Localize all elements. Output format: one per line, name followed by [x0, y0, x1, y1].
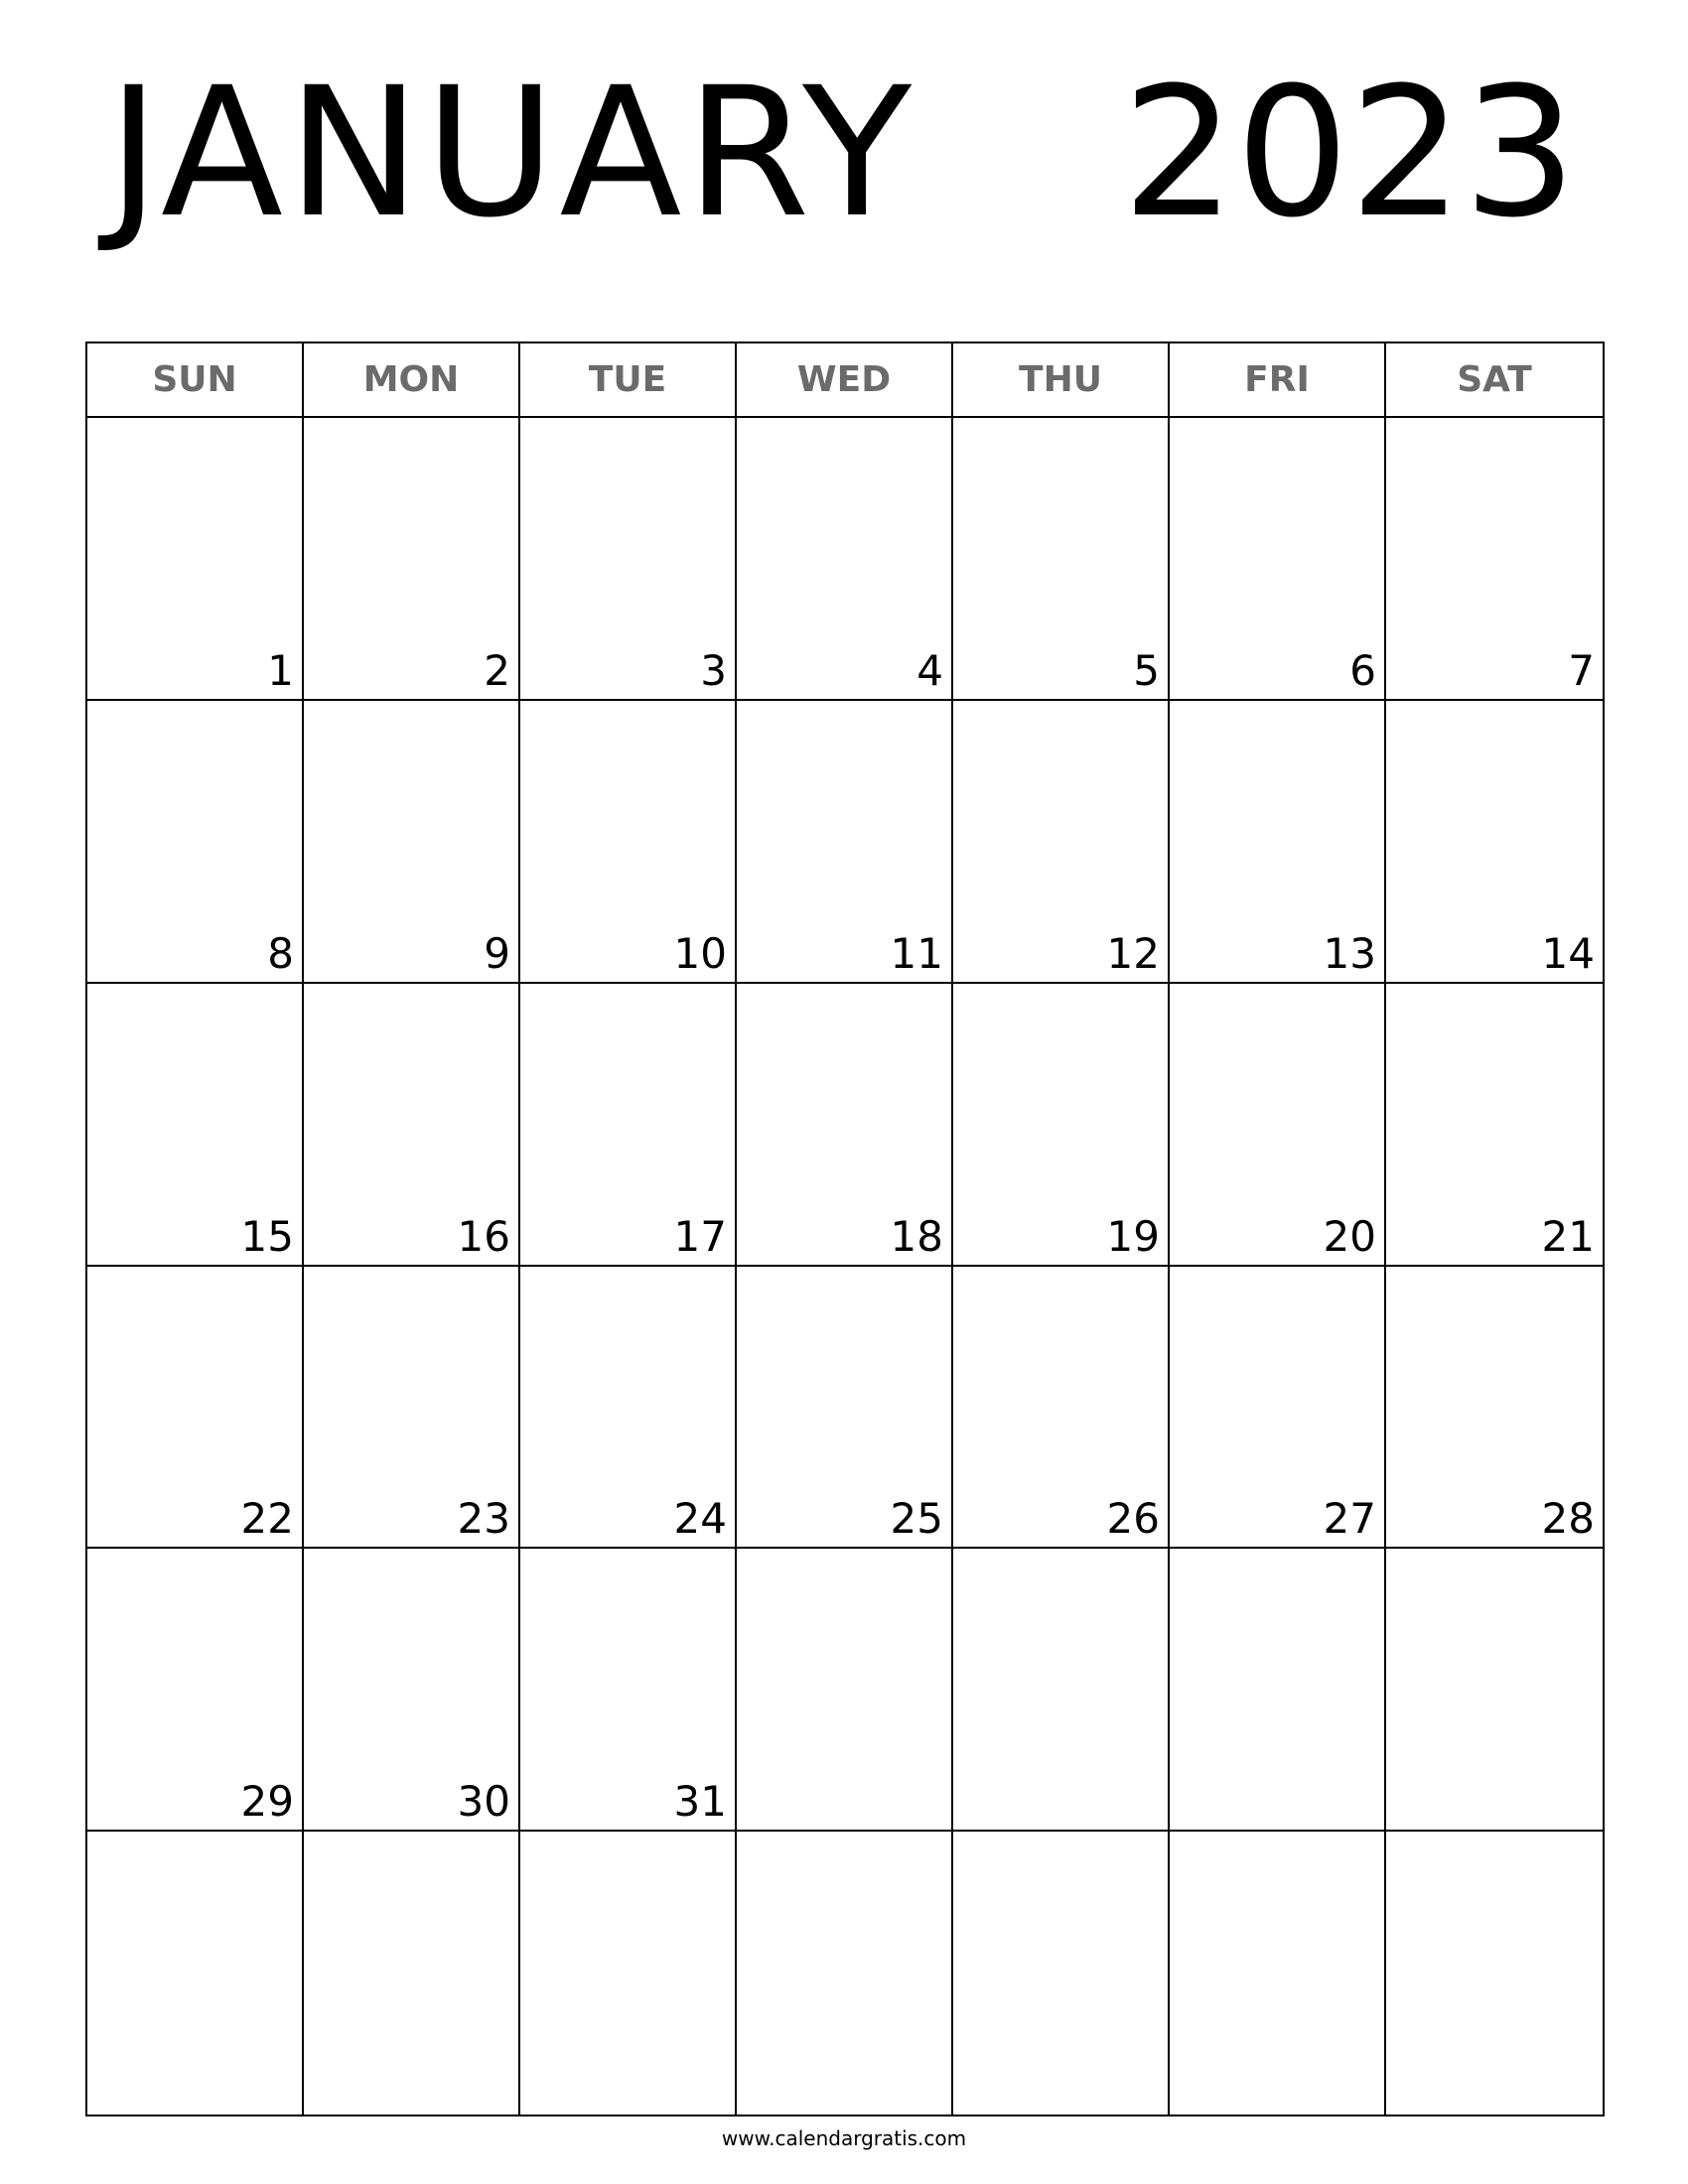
- day-number: 12: [1106, 928, 1160, 978]
- day-cell: [87, 1267, 304, 1550]
- day-cell: [953, 984, 1170, 1267]
- day-number: 6: [1349, 645, 1376, 695]
- day-cell: [1170, 1267, 1386, 1550]
- day-number: 15: [240, 1211, 294, 1261]
- day-cell: [520, 418, 737, 701]
- weekday-header-sun: SUN: [87, 343, 304, 418]
- day-number: 1: [267, 645, 294, 695]
- day-cell: [304, 701, 520, 984]
- day-number: 29: [240, 1777, 294, 1827]
- weekday-header-wed: WED: [737, 343, 953, 418]
- day-cell: [520, 1267, 737, 1550]
- day-cell: [304, 418, 520, 701]
- day-cell: [1386, 1832, 1603, 2115]
- day-number: 30: [457, 1777, 510, 1827]
- day-cell: [1170, 984, 1386, 1267]
- day-number: 3: [700, 645, 727, 695]
- day-cell: [87, 1832, 304, 2115]
- weekday-header-fri: FRI: [1170, 343, 1386, 418]
- day-cell: [87, 418, 304, 701]
- day-number: 20: [1323, 1211, 1376, 1261]
- day-cell: [953, 701, 1170, 984]
- day-number: 13: [1323, 928, 1376, 978]
- day-cell: [1386, 1267, 1603, 1550]
- day-cell: [304, 1549, 520, 1832]
- day-number: 22: [240, 1494, 294, 1544]
- day-cell: [520, 1832, 737, 2115]
- day-cell: [87, 1549, 304, 1832]
- day-cell: [737, 1832, 953, 2115]
- day-number: 11: [890, 928, 943, 978]
- day-cell: [1386, 418, 1603, 701]
- day-cell: [304, 1832, 520, 2115]
- day-number: 9: [484, 928, 510, 978]
- day-number: 24: [673, 1494, 727, 1544]
- weekday-header-mon: MON: [304, 343, 520, 418]
- day-number: 5: [1133, 645, 1160, 695]
- weekday-header-tue: TUE: [520, 343, 737, 418]
- calendar-grid: [85, 341, 1605, 2116]
- day-number: 31: [673, 1777, 727, 1827]
- month-title: JANUARY: [107, 50, 916, 257]
- day-cell: [520, 984, 737, 1267]
- day-cell: [520, 701, 737, 984]
- day-cell: [737, 418, 953, 701]
- weekday-header-thu: THU: [953, 343, 1170, 418]
- day-cell: [1170, 1549, 1386, 1832]
- calendar-header: [107, 50, 1577, 257]
- day-cell: [737, 984, 953, 1267]
- day-number: 7: [1568, 645, 1595, 695]
- day-number: 18: [890, 1211, 943, 1261]
- day-number: 26: [1106, 1494, 1160, 1544]
- day-number: 14: [1541, 928, 1595, 978]
- day-number: 10: [673, 928, 727, 978]
- day-cell: [953, 1267, 1170, 1550]
- day-number: 17: [673, 1211, 727, 1261]
- day-cell: [953, 418, 1170, 701]
- day-number: 25: [890, 1494, 943, 1544]
- day-number: 2: [484, 645, 510, 695]
- day-cell: [1170, 701, 1386, 984]
- day-number: 16: [457, 1211, 510, 1261]
- day-cell: [1386, 984, 1603, 1267]
- day-cell: [87, 984, 304, 1267]
- day-number: 4: [916, 645, 943, 695]
- day-cell: [304, 1267, 520, 1550]
- day-cell: [304, 984, 520, 1267]
- day-cell: [87, 701, 304, 984]
- day-cell: [1386, 701, 1603, 984]
- day-cell: [1170, 1832, 1386, 2115]
- day-cell: [953, 1832, 1170, 2115]
- day-number: 8: [267, 928, 294, 978]
- day-cell: [953, 1549, 1170, 1832]
- day-cell: [1386, 1549, 1603, 1832]
- footer-website: www.calendargratis.com: [721, 2126, 967, 2150]
- day-number: 19: [1106, 1211, 1160, 1261]
- year-title: 2023: [1121, 50, 1577, 257]
- weekday-header-sat: SAT: [1386, 343, 1603, 418]
- day-number: 28: [1541, 1494, 1595, 1544]
- day-number: 21: [1541, 1211, 1595, 1261]
- day-cell: [1170, 418, 1386, 701]
- day-number: 27: [1323, 1494, 1376, 1544]
- day-cell: [520, 1549, 737, 1832]
- day-cell: [737, 701, 953, 984]
- day-number: 23: [457, 1494, 510, 1544]
- day-cell: [737, 1549, 953, 1832]
- day-cell: [737, 1267, 953, 1550]
